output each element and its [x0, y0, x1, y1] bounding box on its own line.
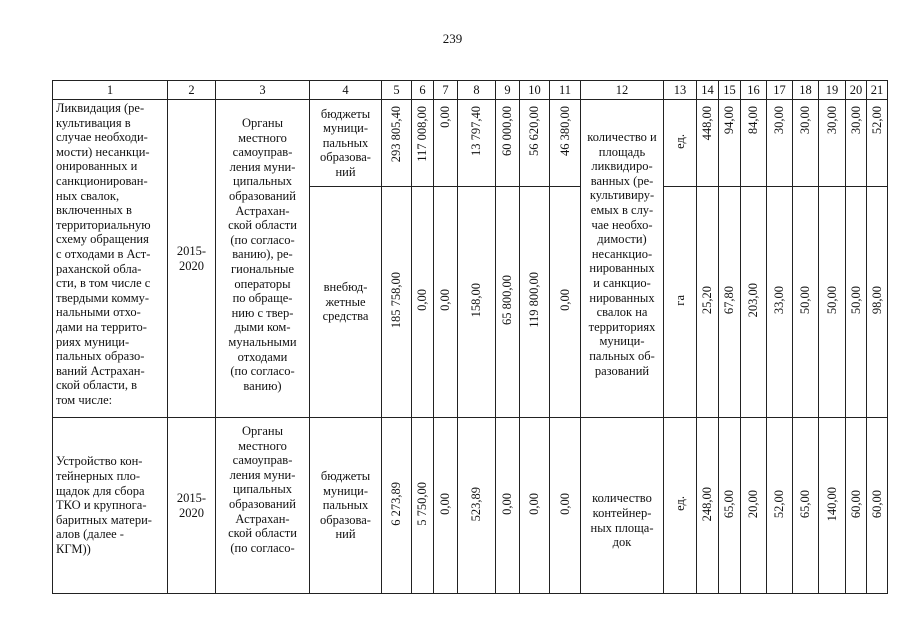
executor-line: Органы — [241, 116, 284, 130]
column-header: 17 — [767, 81, 793, 100]
column-header: 5 — [382, 81, 412, 100]
indicator-line: свалок на — [596, 305, 648, 320]
indicator-line: чае необхо- — [591, 217, 653, 232]
financing-value: 0,00 — [438, 492, 453, 515]
indicator-value: 52,00 — [869, 106, 884, 135]
column-header: 19 — [819, 81, 846, 100]
indicator-line: контейнер- — [592, 505, 652, 520]
period-cell — [168, 418, 216, 594]
measure-name-line: включенных в — [56, 203, 132, 218]
column-header: 12 — [581, 81, 664, 100]
period-line: 2020 — [179, 258, 204, 273]
funding-source-line: образова- — [320, 512, 371, 527]
financing-value: 0,00 — [557, 289, 572, 312]
financing-value: 56 620,00 — [527, 106, 542, 156]
indicator-line: площадь — [598, 144, 646, 159]
column-header: 3 — [216, 81, 310, 100]
financing-value: 0,00 — [527, 492, 542, 515]
financing-value: 60 000,00 — [500, 106, 515, 156]
funding-source-line: образова- — [320, 150, 371, 165]
indicator-value: 50,00 — [848, 286, 863, 315]
funding-source-line: ний — [335, 527, 356, 542]
measure-name-line: риях муници- — [56, 334, 130, 349]
indicator-value: 30,00 — [824, 106, 839, 135]
table-row — [53, 100, 888, 187]
executor-line: операторы — [234, 276, 291, 291]
indicator-value: 50,00 — [798, 286, 813, 315]
indicator-value: 84,00 — [746, 106, 761, 135]
column-header: 18 — [793, 81, 819, 100]
measure-name-line: онированных и — [56, 159, 138, 174]
measure-name-line: ТКО и крупнога- — [56, 498, 147, 513]
indicator-line: муници- — [599, 334, 645, 349]
measure-name-line: ных свалок, — [56, 188, 120, 203]
indicator-line: разований — [594, 363, 650, 378]
financing-value: 293 805,40 — [389, 106, 404, 163]
period-cell — [168, 100, 216, 418]
indicator-value: 30,00 — [848, 106, 863, 135]
measure-name-line: нальными отхо- — [56, 305, 141, 320]
indicator-line: ных площа- — [590, 520, 654, 535]
column-header: 6 — [412, 81, 434, 100]
indicator-value: 30,00 — [772, 106, 787, 135]
financing-value: 6 273,89 — [389, 481, 404, 526]
financing-value: 185 758,00 — [389, 272, 404, 329]
indicator-value: 65,00 — [722, 489, 737, 518]
financing-value: 158,00 — [469, 283, 484, 318]
funding-source-line: пальных — [322, 498, 369, 513]
financing-value: 0,00 — [500, 492, 515, 515]
indicator-line: и санкцио- — [593, 275, 651, 290]
executor-line: ванию), ре- — [232, 247, 293, 262]
indicator-line: димости) — [597, 232, 647, 247]
executors-cell — [216, 100, 310, 418]
measure-name-line: мости) несанкци- — [56, 144, 150, 159]
measure-name-line: случае необходи- — [56, 130, 148, 145]
funding-source-line: жетные — [325, 294, 366, 309]
executor-line: нию с твер- — [231, 305, 294, 320]
column-header: 2 — [168, 81, 216, 100]
indicator-line: территориях — [588, 319, 656, 334]
measure-name-line: с отходами в Аст- — [56, 246, 151, 261]
column-header: 20 — [846, 81, 867, 100]
financing-value: 46 380,00 — [557, 106, 572, 156]
measure-name-line: пальных образо- — [56, 349, 145, 364]
indicator-value: 50,00 — [824, 286, 839, 315]
executor-line: ления муни- — [229, 159, 296, 174]
executor-line: (по согласо- — [230, 364, 295, 379]
financing-value: 523,89 — [469, 486, 484, 521]
indicator-value: 140,00 — [824, 486, 839, 521]
measure-name-line: ваний Астрахан- — [56, 363, 145, 378]
executor-line: по обраще- — [232, 291, 293, 306]
executor-line: Астрахан- — [235, 511, 290, 526]
funding-source-line: муници- — [322, 483, 369, 498]
executor-line: дыми ком- — [234, 320, 291, 335]
measure-name-line: тейнерных пло- — [56, 469, 140, 484]
indicator-value: 60,00 — [848, 489, 863, 518]
column-header: 15 — [719, 81, 741, 100]
executors-cell — [216, 418, 310, 594]
period-line: 2015- — [176, 243, 207, 258]
indicator-cell — [581, 418, 664, 594]
funding-source-line: ний — [335, 164, 356, 179]
measure-name-line: культивация в — [56, 115, 131, 130]
indicator-value: 448,00 — [700, 106, 715, 141]
financing-value: 0,00 — [415, 289, 430, 312]
indicator-value: 25,20 — [700, 286, 715, 315]
executor-line: образований — [229, 188, 296, 203]
executor-line: самоупрaв- — [232, 145, 293, 160]
measure-name-line: сти, в том числе с — [56, 276, 151, 291]
column-header: 21 — [867, 81, 888, 100]
column-header: 11 — [550, 81, 581, 100]
financing-value: 13 797,40 — [469, 106, 484, 156]
indicator-line: ликвидиро- — [591, 159, 653, 174]
funding-source-cell — [310, 100, 382, 187]
indicator-value: 33,00 — [772, 286, 787, 315]
column-header: 8 — [458, 81, 496, 100]
column-header: 10 — [520, 81, 550, 100]
page-number: 239 — [442, 31, 463, 46]
measure-name-line: алов (далее - — [56, 527, 124, 542]
column-header: 1 — [53, 81, 168, 100]
measure-name-cell — [53, 418, 168, 594]
measure-name-line: Ликвидация (ре- — [56, 101, 145, 115]
indicator-value: 98,00 — [869, 286, 884, 315]
measure-name-line: Устройство кон- — [56, 454, 143, 469]
executor-line: гиональные — [231, 261, 294, 276]
executor-line: ской области — [228, 218, 297, 233]
indicator-line: нированных — [589, 261, 655, 276]
measure-name-line: баритных матери- — [56, 512, 152, 527]
indicator-value: 94,00 — [722, 106, 737, 135]
executor-line: ванию) — [243, 378, 282, 393]
funding-source-cell — [310, 418, 382, 594]
executor-line: ципальных — [232, 482, 292, 497]
measure-name-line: санкционирован- — [56, 173, 148, 188]
funding-source-line: муници- — [322, 121, 369, 136]
indicator-line: количество и — [587, 130, 657, 144]
financing-value: 65 800,00 — [500, 275, 515, 326]
indicator-value: 52,00 — [772, 489, 787, 518]
executor-line: отходами — [237, 349, 288, 364]
executor-line: местного — [238, 130, 287, 145]
funding-source-line: бюджеты — [320, 469, 371, 484]
indicator-value: 65,00 — [798, 489, 813, 518]
indicator-line: ванных (ре- — [590, 173, 654, 188]
indicator-line: пальных об- — [589, 348, 655, 363]
indicator-value: 60,00 — [869, 489, 884, 518]
indicator-value: 248,00 — [700, 486, 715, 521]
column-header: 4 — [310, 81, 382, 100]
measure-name-line: том числе: — [56, 392, 113, 407]
column-header: 7 — [434, 81, 458, 100]
indicator-line: емых в слу- — [590, 202, 654, 217]
indicator-cell — [581, 100, 664, 418]
financing-value: 0,00 — [557, 492, 572, 515]
indicator-line: нированных — [589, 290, 655, 305]
column-header: 14 — [697, 81, 719, 100]
measure-name-line: территориальную — [56, 217, 151, 232]
unit-label: га — [672, 295, 687, 306]
financing-value: 0,00 — [438, 106, 453, 128]
measure-name-line: раханской обла- — [56, 261, 142, 276]
executor-line: мунальными — [228, 334, 297, 349]
executor-line: самоупрaв- — [232, 453, 293, 468]
funding-source-line: бюджеты — [320, 106, 371, 121]
indicator-value: 30,00 — [798, 106, 813, 135]
indicator-line: док — [612, 535, 632, 550]
column-header: 13 — [664, 81, 697, 100]
executor-line: образований — [229, 496, 296, 511]
measure-name-line: схему обращения — [56, 232, 149, 247]
indicator-line: культивиру- — [589, 188, 655, 203]
financing-value: 0,00 — [438, 289, 453, 312]
program-table — [52, 80, 888, 594]
financing-value: 117 008,00 — [415, 106, 430, 162]
indicator-line: количество — [592, 491, 652, 506]
indicator-value: 20,00 — [746, 489, 761, 518]
executor-line: Органы — [241, 424, 284, 438]
unit-label: ед. — [672, 133, 687, 149]
period-line: 2015- — [176, 490, 207, 505]
measure-name-line: щадок для сбора — [56, 483, 145, 498]
executor-line: (по согласо- — [230, 232, 295, 247]
executor-line: местного — [238, 438, 287, 453]
executor-line: Астрахан- — [235, 203, 290, 218]
executor-line: ципальных — [232, 174, 292, 189]
financing-value: 119 800,00 — [527, 272, 542, 329]
column-header: 9 — [496, 81, 520, 100]
funding-source-cell — [310, 187, 382, 418]
measure-name-line: дами на террито- — [56, 319, 147, 334]
funding-source-line: средства — [322, 309, 369, 324]
column-header: 16 — [741, 81, 767, 100]
funding-source-line: пальных — [322, 135, 369, 150]
funding-source-line: внебюд- — [323, 280, 368, 295]
header-row — [53, 81, 888, 100]
executor-line: ления муни- — [229, 467, 296, 482]
unit-label: ед. — [672, 496, 687, 512]
executor-line: (по согласо- — [230, 540, 295, 555]
indicator-value: 67,80 — [722, 286, 737, 315]
measure-name-cell — [53, 100, 168, 418]
measure-name-line: твердыми комму- — [56, 290, 150, 305]
measure-name-line: КГМ)) — [56, 541, 91, 556]
executor-line: ской области — [228, 526, 297, 541]
indicator-line: несанкцио- — [591, 246, 653, 261]
financing-value: 5 750,00 — [415, 481, 430, 526]
period-line: 2020 — [179, 505, 204, 520]
measure-name-line: ской области, в — [56, 378, 137, 393]
indicator-value: 203,00 — [746, 283, 761, 318]
table-row — [53, 418, 888, 594]
